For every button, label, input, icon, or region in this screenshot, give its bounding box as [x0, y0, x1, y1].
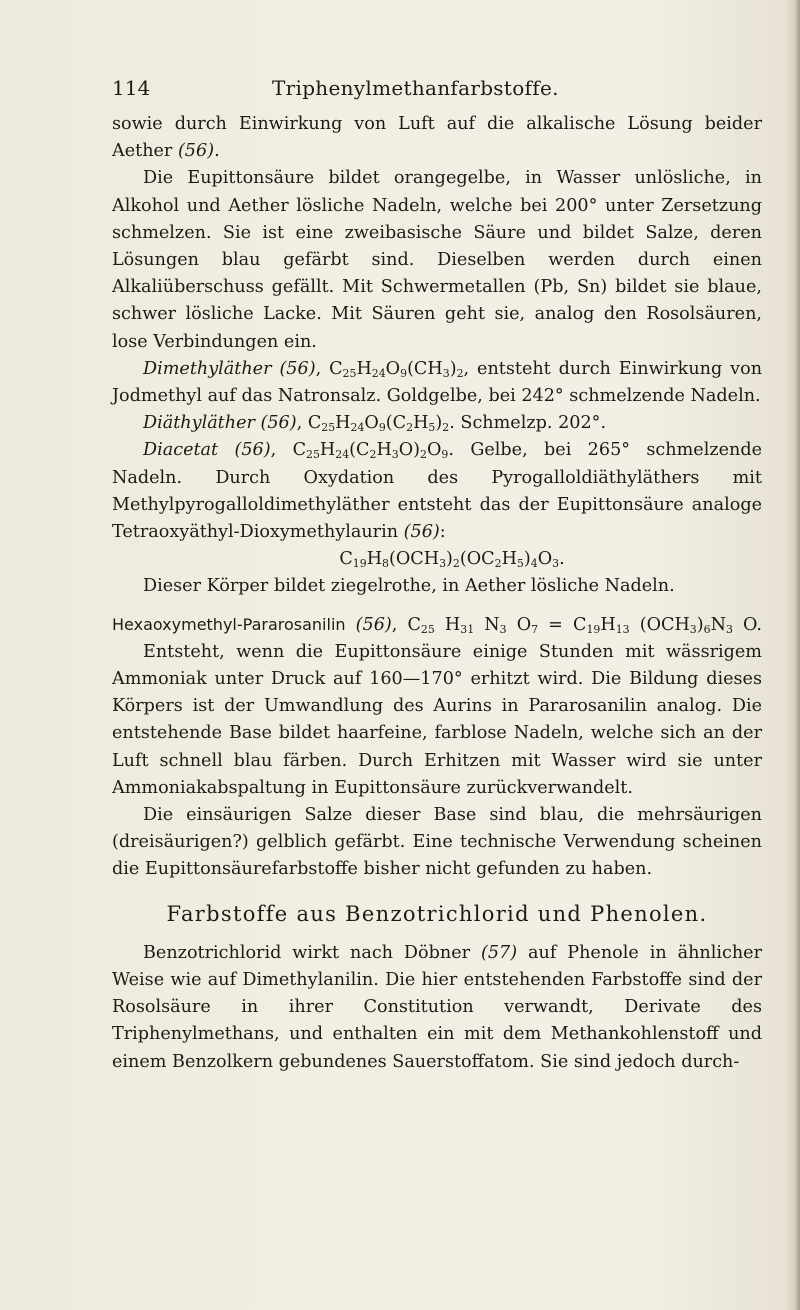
citation: (57) — [480, 942, 518, 963]
paragraph: Entsteht, wenn die Eupittonsäure einige Stunden mit wässrigem Ammoniak unter Druck auf 160—170° erhitzt wird. Die Bildung dieses Körpers ist der Umwandlung des Aurins in Pararosanilin analog. Die entstehende Base bildet haarfeine, farblose Nadeln, welche sich an der Luft schnell blau färben. Durch Erhitzen mit Wasser wird sie unter Ammoniakabspaltung in Eupittonsäure zurückverwandelt. — [112, 641, 762, 798]
paragraph: sowie durch Einwirkung von Luft auf die alkalische Lösung beider Aether (56). — [112, 114, 762, 162]
paragraph: Diäthyläther (56), $C_{25}H_{24}O_9(C_2H_5)_2$. Schmelzp. 202°. — [143, 413, 607, 435]
compound-name: Hexaoxymethyl-Pararosanilin — [112, 614, 346, 634]
page-number: 114 — [112, 76, 151, 100]
paragraph: Benzotrichlorid wirkt nach Döbner (57) auf Phenole in ähnlicher Weise wie auf Dimethylanilin. Die hier entstehenden Farbstoffe sind der Rosolsäure in ihrer Constitution verwandt, Derivate des Triphenylmethans, und enthalten ein mit dem Methankohlenstoff und einem Benzolkern gebundenes Sauerstoffatom. Sie sind jedoch durch- — [112, 942, 763, 1072]
paragraph: Diacetat (56), $C_{25}H_{24}(C_2H_3O)_2O_9$. Gelbe, bei 265° schmelzende Nadeln. Durch Oxydation des Pyrogalloldiäthyläthers mit Methylpyrogalloldimethyläther entsteht das der Eupittonsäure analoge Tetraoxyäthyl-Dioxymethylaurin (56): — [112, 440, 763, 543]
running-head: Triphenylmethanfarbstoffe. — [272, 76, 559, 100]
formula: $C_{25}$ $H_{31}$ $N_3$ $O_7 = C_{19}H_{13}$ $(OCH_3)_6N_3$ O. — [407, 614, 763, 636]
compound-name: Diäthyläther — [143, 413, 255, 434]
citation: (56) — [177, 141, 215, 162]
section-heading: Farbstoffe aus Benzotrichlorid und Phenolen. — [166, 901, 708, 926]
citation: (56) — [260, 413, 297, 434]
paragraph: Dieser Körper bildet ziegelrothe, in Aether lösliche Nadeln. — [143, 576, 675, 597]
page-edge-shadow — [786, 0, 800, 1310]
citation: (56) — [403, 522, 440, 543]
citation: (56) — [279, 358, 316, 379]
page-header — [112, 76, 752, 106]
body-text — [112, 111, 762, 1076]
formula: $C_{25}H_{24}(C_2H_3O)_2O_9$ — [292, 440, 449, 462]
formula: $C_{25}H_{24}O_9(CH_3)_2$ — [329, 358, 464, 380]
paragraph: Die einsäurigen Salze dieser Base sind blau, die mehrsäurigen (dreisäurigen?) gelblich gefärbt. Eine technische Verwendung scheinen die Eupittonsäurefarbstoffe bisher nicht gefunden zu haben. — [112, 805, 762, 880]
compound-name: Diacetat — [143, 440, 219, 461]
formula: $C_{25}H_{24}O_9(C_2H_5)_2$ — [307, 413, 450, 435]
compound-name: Dimethyläther — [143, 358, 272, 379]
citation: (56) — [355, 614, 392, 635]
formula: $C_{19}H_8(OCH_3)_2(OC_2H_5)_4O_3$. — [339, 549, 565, 571]
compound-heading: Hexaoxymethyl-Pararosanilin (56), $C_{25}$ $H_{31}$ $N_3$ $O_7 = C_{19}H_{13}$ $(OCH_3)_6N_3$ O. — [112, 614, 763, 636]
citation: (56) — [234, 440, 271, 461]
paragraph: Dimethyläther (56), $C_{25}H_{24}O_9(CH_3)_2$, entsteht durch Einwirkung von Jodmethyl auf das Natronsalz. Goldgelbe, bei 242° schmelzende Nadeln. — [112, 358, 763, 407]
paragraph: Die Eupittonsäure bildet orangegelbe, in Wasser unlösliche, in Alkohol und Aether lösliche Nadeln, welche bei 200° unter Zersetzung schmelzen. Sie ist eine zweibasische Säure und bildet Salze, deren Lösungen blau gefärbt sind. Dieselben werden durch einen Alkaliüberschuss gefällt. Mit Schwermetallen (Pb, Sn) bildet sie blaue, schwer lösliche Lacke. Mit Säuren geht sie, analog den Rosolsäuren, lose Verbindungen ein. — [112, 168, 762, 352]
